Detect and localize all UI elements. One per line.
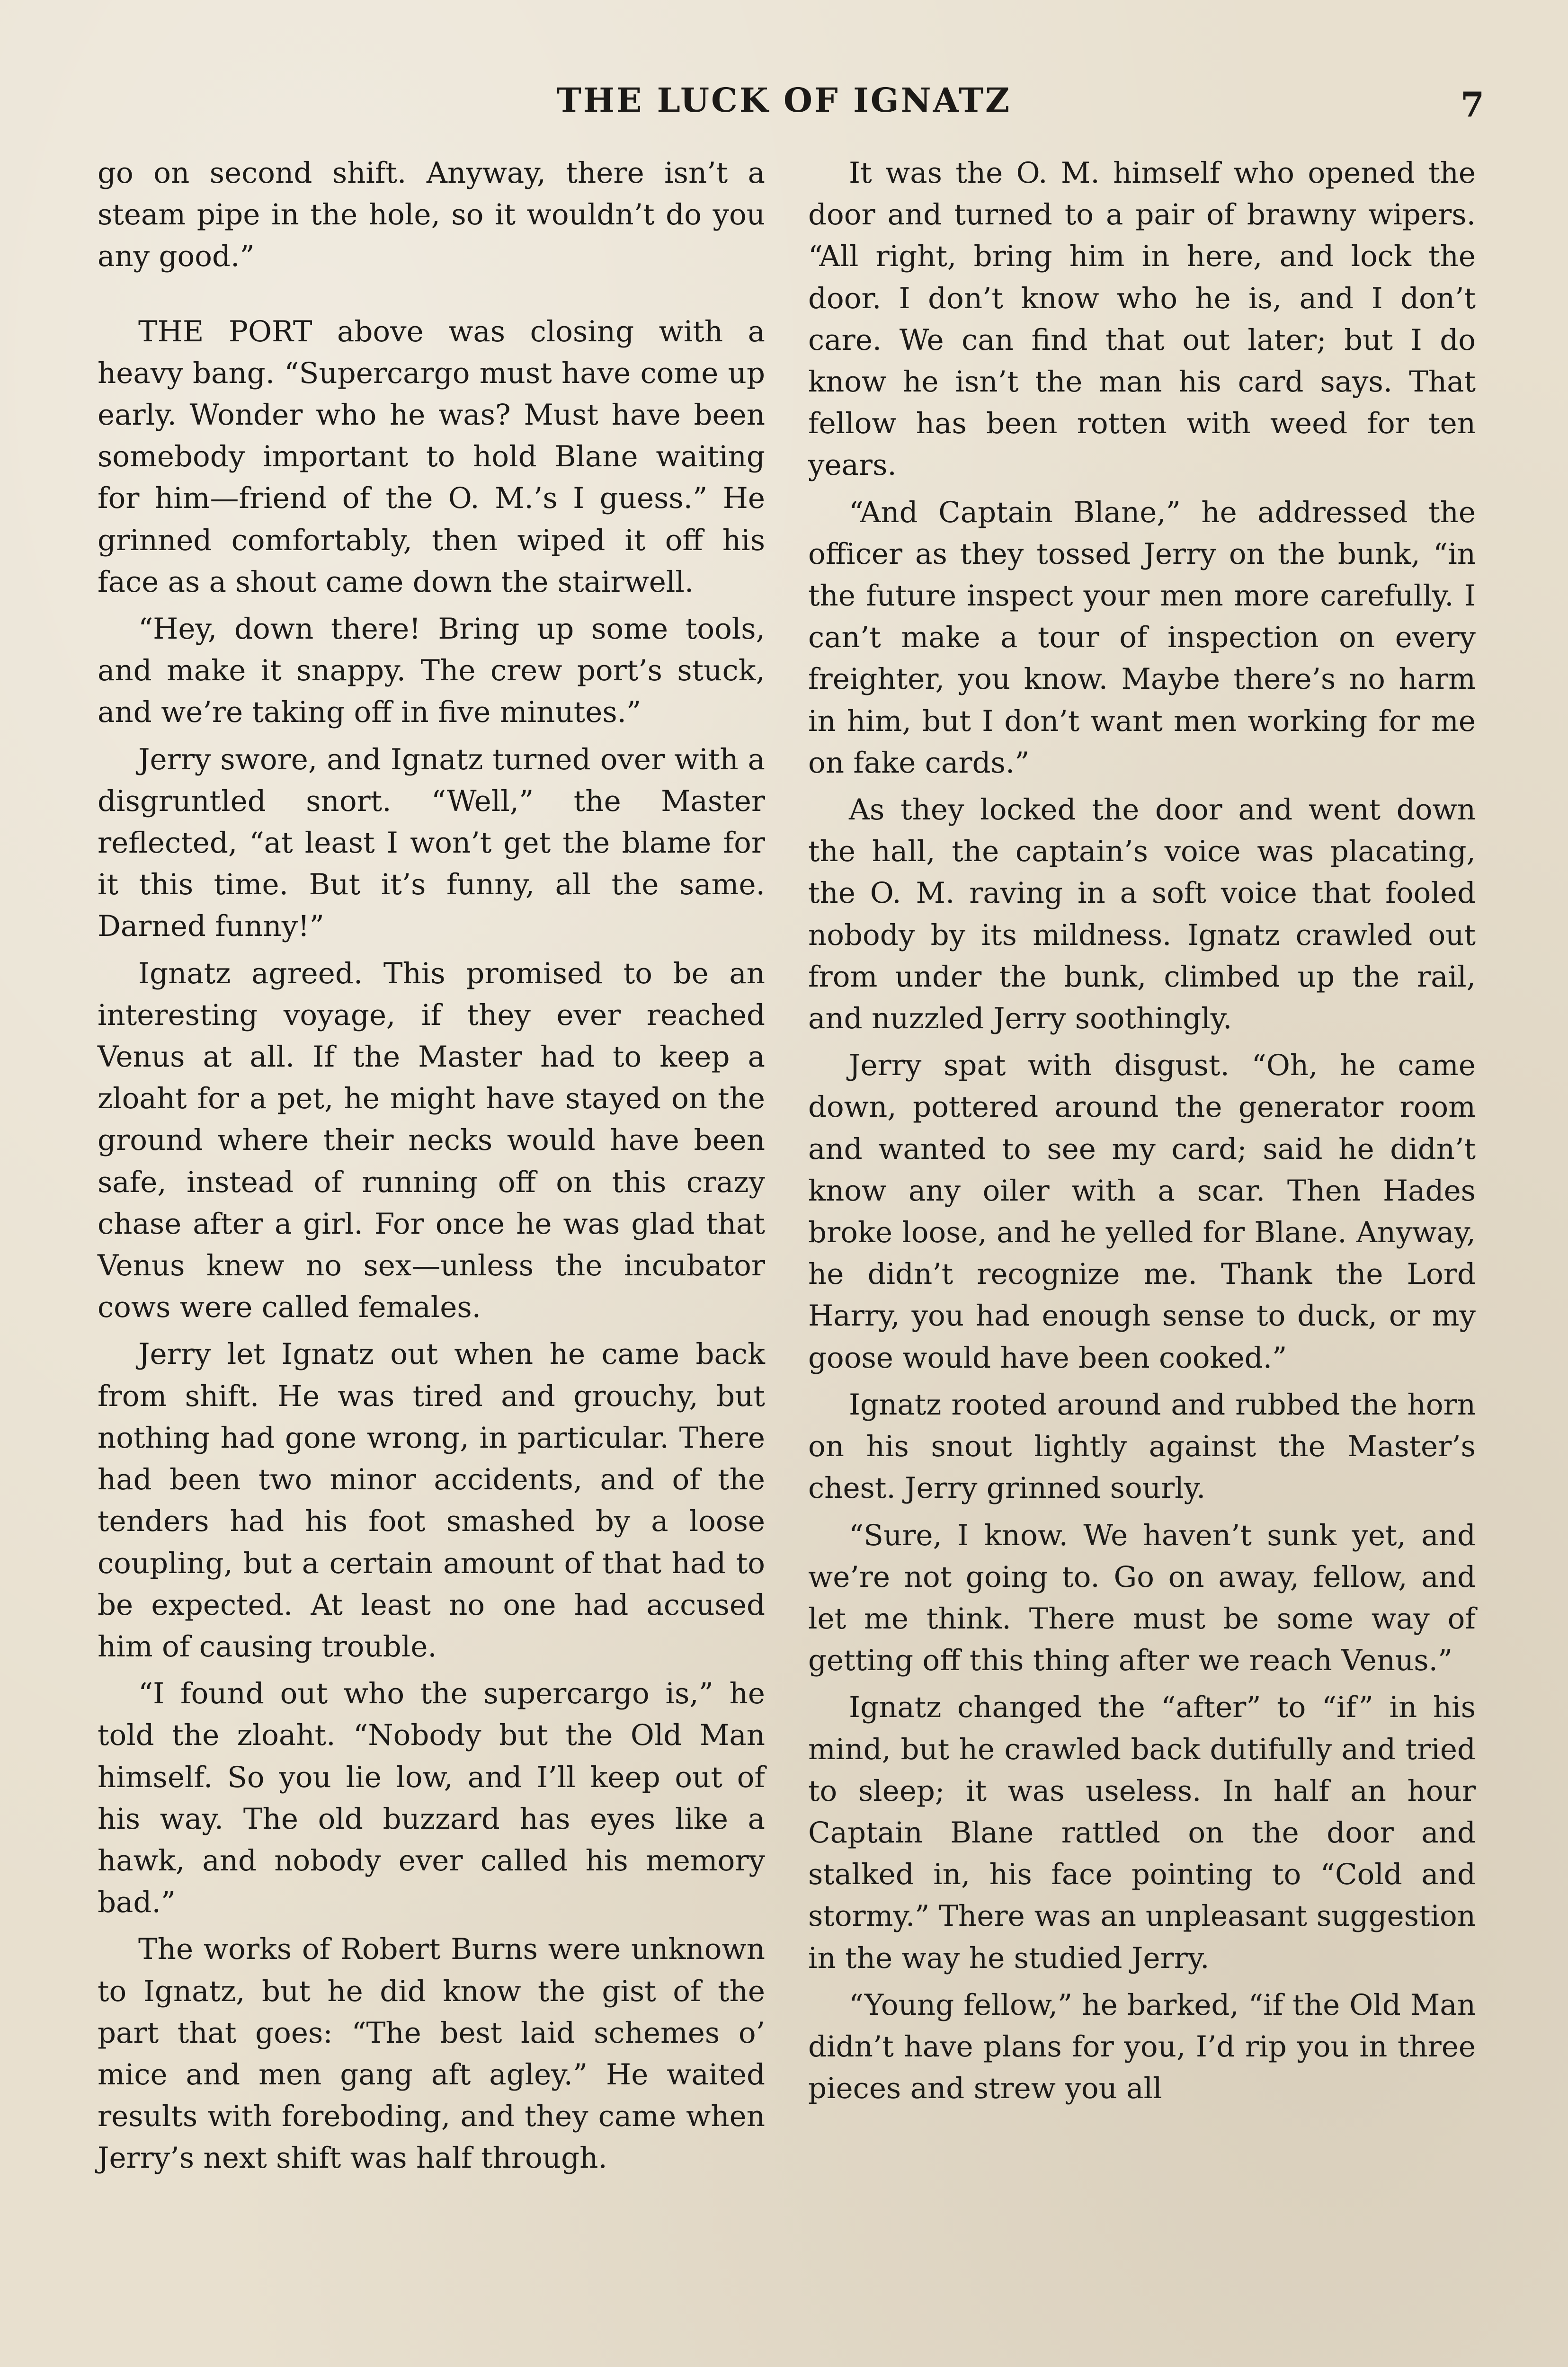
paragraph: Jerry let Ignatz out when he came back from shift. He was tired and grouchy, but nothing had gone wrong, in particular. There had been two minor accidents, and of the tenders had his foot smashed by a loose coupling, but a certain amount of that had to be expected. At least no one had accused him of causing trouble. xyxy=(98,1337,765,1664)
paragraph: Ignatz changed the “after” to “if” in his mind, but he crawled back dutifully and tried to sleep; it was useless. In half an hour Captain Blane rattled on the door and stalked in, his face pointing to “Cold and stormy.” There was an unpleasant suggestion in the way he studied Jerry. xyxy=(808,1691,1476,1975)
paragraph: Jerry swore, and Ignatz turned over with a disgruntled snort. “Well,” the Master reflected, “at least I won’t get the blame for it this time. But it’s funny, all the same. Darned funny!” xyxy=(98,742,765,943)
paragraph: “Young fellow,” he barked, “if the Old Man didn’t have plans for you, I’d rip you in three pieces and strew you all xyxy=(808,1988,1476,2106)
text-column-left xyxy=(98,152,765,2185)
paragraph: The works of Robert Burns were unknown to Ignatz, but he did know the gist of the part that goes: “The best laid schemes o’ mice and men gang aft agley.” He waited results with foreboding, and they came when Jerry’s next shift was half through. xyxy=(98,1932,765,2175)
paragraph: “I found out who the supercargo is,” he told the zloaht. “Nobody but the Old Man himself. So you lie low, and I’ll keep out of his way. The old buzzard has eyes like a hawk, and nobody ever called his memory bad.” xyxy=(98,1677,765,1920)
paragraph: It was the O. M. himself who opened the door and turned to a pair of brawny wipers. “All right, bring him in here, and lock the door. I don’t know who he is, and I don’t care. We can find that out later; but I do know he isn’t the man his card says. That fellow has been rotten with weed for ten years. xyxy=(808,156,1476,482)
paragraph: go on second shift. Anyway, there isn’t a steam pipe in the hole, so it wouldn’t do you any good.” xyxy=(98,156,765,274)
paragraph: Ignatz agreed. This promised to be an interesting voyage, if they ever reached Venus at all. If the Master had to keep a zloaht for a pet, he might have stayed on the ground where their necks would have been safe, instead of running off on this crazy chase after a girl. For once he was glad that Venus knew no sex—unless the incubator cows were called females. xyxy=(98,956,765,1325)
paragraph: As they locked the door and went down the hall, the captain’s voice was placating, the O. M. raving in a soft voice that fooled nobody by its mildness. Ignatz crawled out from under the bunk, climbed up the rail, and nuzzled Jerry soothingly. xyxy=(808,793,1476,1036)
text-column-right xyxy=(808,152,1476,2115)
paragraph: THE PORT above was closing with a heavy bang. “Supercargo must have come up early. Wonder who he was? Must have been somebody important to hold Blane waiting for him—friend of the O. M.’s I guess.” He grinned comfortably, then wiped it off his face as a shout came down the stairwell. xyxy=(98,314,765,599)
paragraph: Ignatz rooted around and rubbed the horn on his snout lightly against the Master’s chest. Jerry grinned sourly. xyxy=(808,1388,1476,1505)
paragraph: “And Captain Blane,” he addressed the officer as they tossed Jerry on the bunk, “in the future inspect your men more carefully. I can’t make a tour of inspection on every freighter, you know. Maybe there’s no harm in him, but I don’t want men working for me on fake cards.” xyxy=(808,495,1476,780)
paragraph: Jerry spat with disgust. “Oh, he came down, pottered around the generator room and wanted to see my card; said he didn’t know any oiler with a scar. Then Hades broke loose, and he yelled for Blane. Anyway, he didn’t recognize me. Thank the Lord Harry, you had enough sense to duck, or my goose would have been cooked.” xyxy=(808,1049,1476,1375)
paragraph: “Sure, I know. We haven’t sunk yet, and we’re not going to. Go on away, fellow, and let me think. There must be some way of getting off this thing after we reach Venus.” xyxy=(808,1518,1476,1678)
paragraph: “Hey, down there! Bring up some tools, and make it snappy. The crew port’s stuck, and we’re taking off in five minutes.” xyxy=(98,612,765,730)
running-head-title: THE LUCK OF IGNATZ xyxy=(556,80,1012,120)
page-number: 7 xyxy=(1461,84,1485,125)
